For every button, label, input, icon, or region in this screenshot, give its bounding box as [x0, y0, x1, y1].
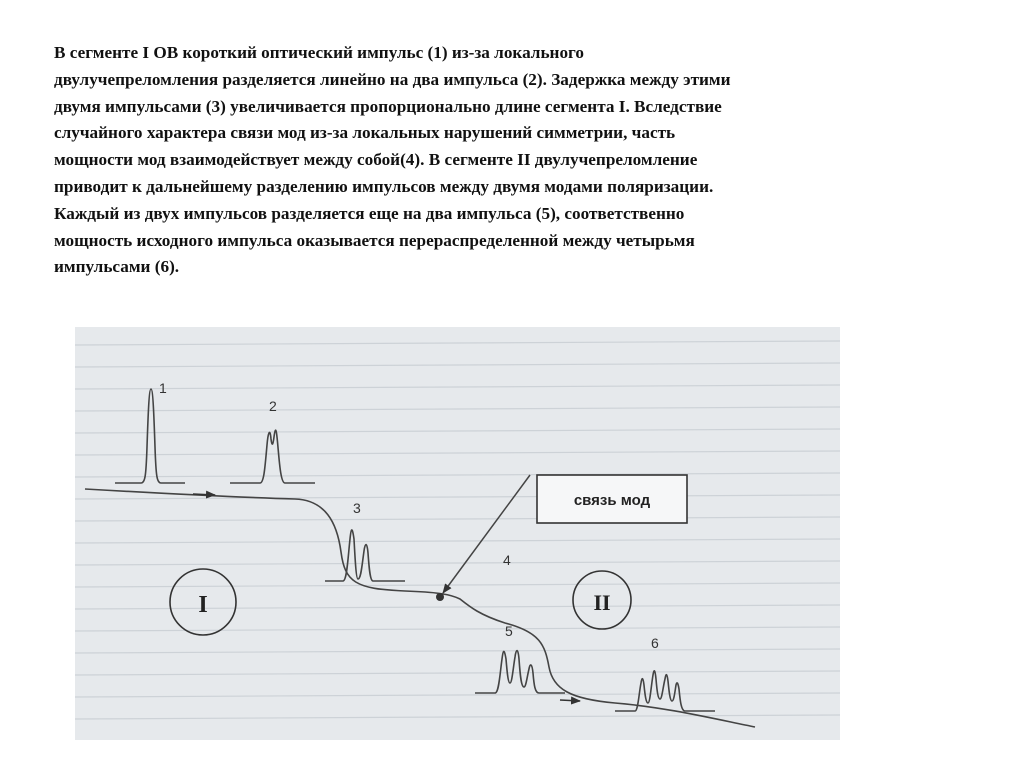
pmd-diagram — [75, 327, 840, 740]
pulse-label-2: 2 — [269, 398, 277, 414]
description-text — [54, 40, 984, 281]
text-line-5: мощности мод взаимодействует между собой(4). В сегменте II двулучепреломление — [54, 150, 698, 170]
text-line-9: импульсами (6). — [54, 257, 180, 277]
text-line-3: двумя импульсами (3) увеличивается пропорционально длине сегмента I. Вследствие — [54, 96, 722, 116]
text-line-1: В сегменте I ОВ короткий оптический импульс (1) из-за локального — [54, 43, 585, 62]
background-texture — [75, 341, 840, 719]
pulse-label-1: 1 — [159, 380, 167, 396]
direction-arrow-2 — [560, 700, 580, 701]
pulse-label-3: 3 — [353, 500, 361, 516]
coupling-point — [436, 593, 444, 601]
segment-label-2: II — [593, 590, 611, 615]
segment-label-1: I — [198, 592, 208, 618]
text-line-2: двулучепреломления разделяется линейно на два импульса (2). Задержка между этими — [54, 69, 731, 89]
pulse-2 — [230, 430, 315, 483]
text-line-7: Каждый из двух импульсов разделяется еще на два импульса (5), соответственно — [54, 203, 685, 223]
pulse-3 — [325, 530, 405, 581]
pulse-label-6: 6 — [651, 635, 659, 651]
coupling-box-label: связь мод — [573, 492, 651, 509]
pulse-label-4: 4 — [503, 552, 511, 568]
pulse-label-5: 5 — [505, 623, 513, 639]
pmd-diagram-svg — [75, 327, 840, 740]
pulse-5 — [475, 651, 565, 694]
pulse-1 — [115, 389, 185, 483]
text-line-4: случайного характера связи мод из-за локальных нарушений симметрии, часть — [54, 123, 676, 143]
text-line-8: мощность исходного импульса оказывается перераспределенной между четырьмя — [54, 230, 695, 250]
direction-arrow-1 — [193, 494, 215, 495]
coupling-arrow — [443, 475, 530, 593]
text-line-6: приводит к дальнейшему разделению импульсов между двумя модами поляризации. — [54, 176, 714, 196]
